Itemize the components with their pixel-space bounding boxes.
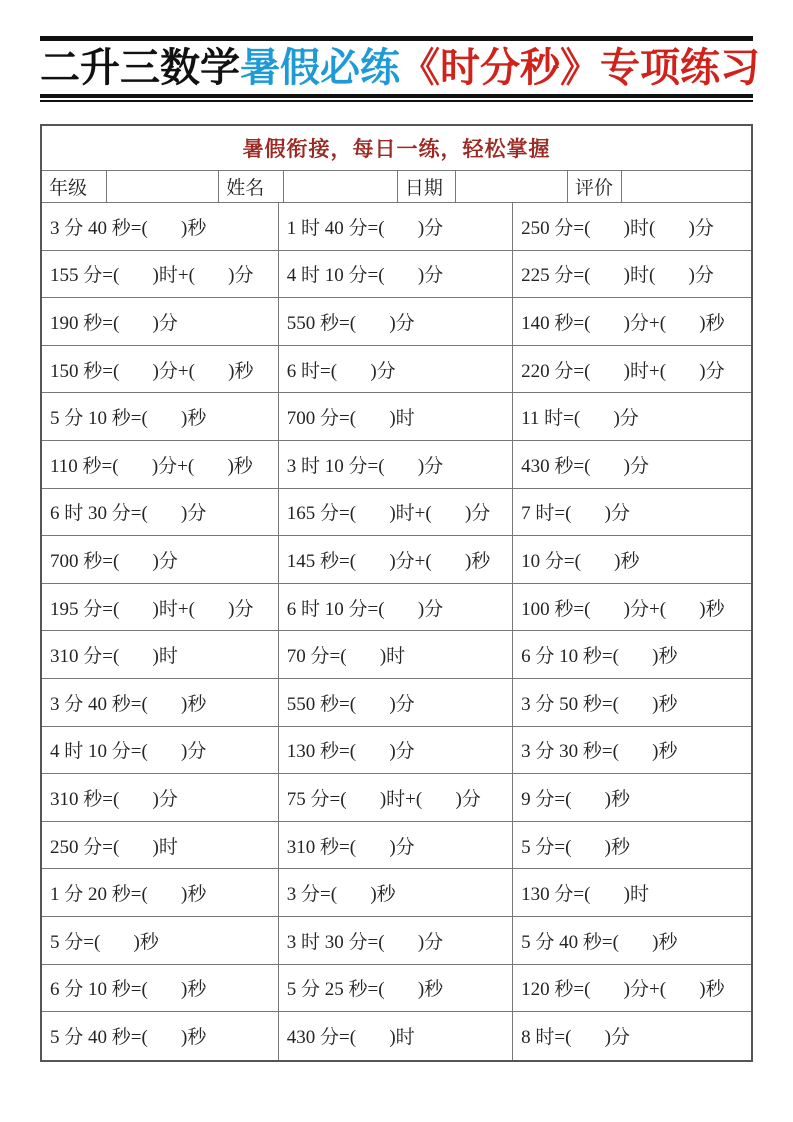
title-part-subject: 二升三数学 [40,45,240,90]
exercise-cell: 550 秒=( )分 [279,298,513,346]
exercise-cell: 250 分=( )时( )分 [513,203,751,251]
worksheet-table [40,124,753,1062]
exercise-cell: 140 秒=( )分+( )秒 [513,298,751,346]
exercise-cell: 1 分 20 秒=( )秒 [42,869,279,917]
info-label-grade: 年级 [42,171,107,202]
info-value-name [284,171,397,202]
info-value-evaluation [622,171,751,202]
exercise-cell: 130 分=( )时 [513,869,751,917]
exercise-cell: 145 秒=( )分+( )秒 [279,536,513,584]
exercise-cell: 250 分=( )时 [42,822,279,870]
exercise-cell: 100 秒=( )分+( )秒 [513,584,751,632]
exercise-cell: 130 秒=( )分 [279,727,513,775]
exercise-cell: 3 分 40 秒=( )秒 [42,203,279,251]
exercise-cell: 550 秒=( )分 [279,679,513,727]
exercise-cell: 430 分=( )时 [279,1012,513,1060]
exercise-cell: 5 分 40 秒=( )秒 [513,917,751,965]
exercise-cell: 310 分=( )时 [42,631,279,679]
exercise-cell: 3 时 30 分=( )分 [279,917,513,965]
exercise-cell: 5 分 10 秒=( )秒 [42,393,279,441]
info-label-name: 姓名 [219,171,284,202]
exercise-cell: 3 分=( )秒 [279,869,513,917]
exercise-cell: 3 时 10 分=( )分 [279,441,513,489]
exercise-cell: 10 分=( )秒 [513,536,751,584]
exercise-cell: 4 时 10 分=( )分 [42,727,279,775]
exercise-cell: 70 分=( )时 [279,631,513,679]
exercise-cell: 6 分 10 秒=( )秒 [42,965,279,1013]
exercise-cell: 155 分=( )时+( )分 [42,251,279,299]
exercise-cell: 5 分 25 秒=( )秒 [279,965,513,1013]
exercise-cell: 6 时=( )分 [279,346,513,394]
exercise-cell: 220 分=( )时+( )分 [513,346,751,394]
info-label-evaluation: 评价 [568,171,622,202]
exercise-cell: 9 分=( )秒 [513,774,751,822]
exercise-cell: 700 秒=( )分 [42,536,279,584]
exercise-cell: 8 时=( )分 [521,1027,630,1049]
exercise-cell: 225 分=( )时( )分 [513,251,751,299]
exercise-cell: 11 时=( )分 [513,393,751,441]
exercise-grid [42,203,751,1060]
exercise-cell: 5 分=( )秒 [42,917,279,965]
title-part-topic: 《时分秒》 [400,45,600,90]
exercise-cell: 165 分=( )时+( )分 [279,489,513,537]
exercise-cell: 310 秒=( )分 [42,774,279,822]
banner-text: 暑假衔接，每日一练，轻松掌握 [242,137,551,161]
info-value-grade [107,171,219,202]
info-value-date [456,171,568,202]
exercise-cell: 430 秒=( )分 [513,441,751,489]
exercise-cell: 1 时 40 分=( )分 [279,203,513,251]
exercise-cell: 6 时 10 分=( )分 [279,584,513,632]
exercise-cell: 700 分=( )时 [279,393,513,441]
exercise-cell: 3 分 50 秒=( )秒 [513,679,751,727]
banner-row [42,126,751,171]
title-bottom-double-rule [40,94,753,102]
exercise-cell: 310 秒=( )分 [279,822,513,870]
exercise-cell: 7 时=( )分 [513,489,751,537]
exercise-cell: 5 分 40 秒=( )秒 [42,1012,279,1060]
title-part-must-practice: 暑假必练 [240,45,400,90]
info-row [42,171,751,203]
title-block [40,36,760,102]
page-title [40,41,760,94]
exercise-cell: 6 时 30 分=( )分 [42,489,279,537]
exercise-cell: 110 秒=( )分+( )秒 [42,441,279,489]
exercise-cell: 150 秒=( )分+( )秒 [42,346,279,394]
exercise-cell: 75 分=( )时+( )分 [279,774,513,822]
exercise-cell: 190 秒=( )分 [42,298,279,346]
exercise-cell: 4 时 10 分=( )分 [279,251,513,299]
exercise-cell: 3 分 40 秒=( )秒 [42,679,279,727]
title-part-special-practice: 专项练习 [600,45,760,90]
exercise-cell: 5 分=( )秒 [513,822,751,870]
exercise-cell: 6 分 10 秒=( )秒 [513,631,751,679]
info-label-date: 日期 [398,171,456,202]
exercise-cell: 120 秒=( )分+( )秒 [513,965,751,1013]
exercise-cell: 3 分 30 秒=( )秒 [513,727,751,775]
exercise-cell: 195 分=( )时+( )分 [42,584,279,632]
